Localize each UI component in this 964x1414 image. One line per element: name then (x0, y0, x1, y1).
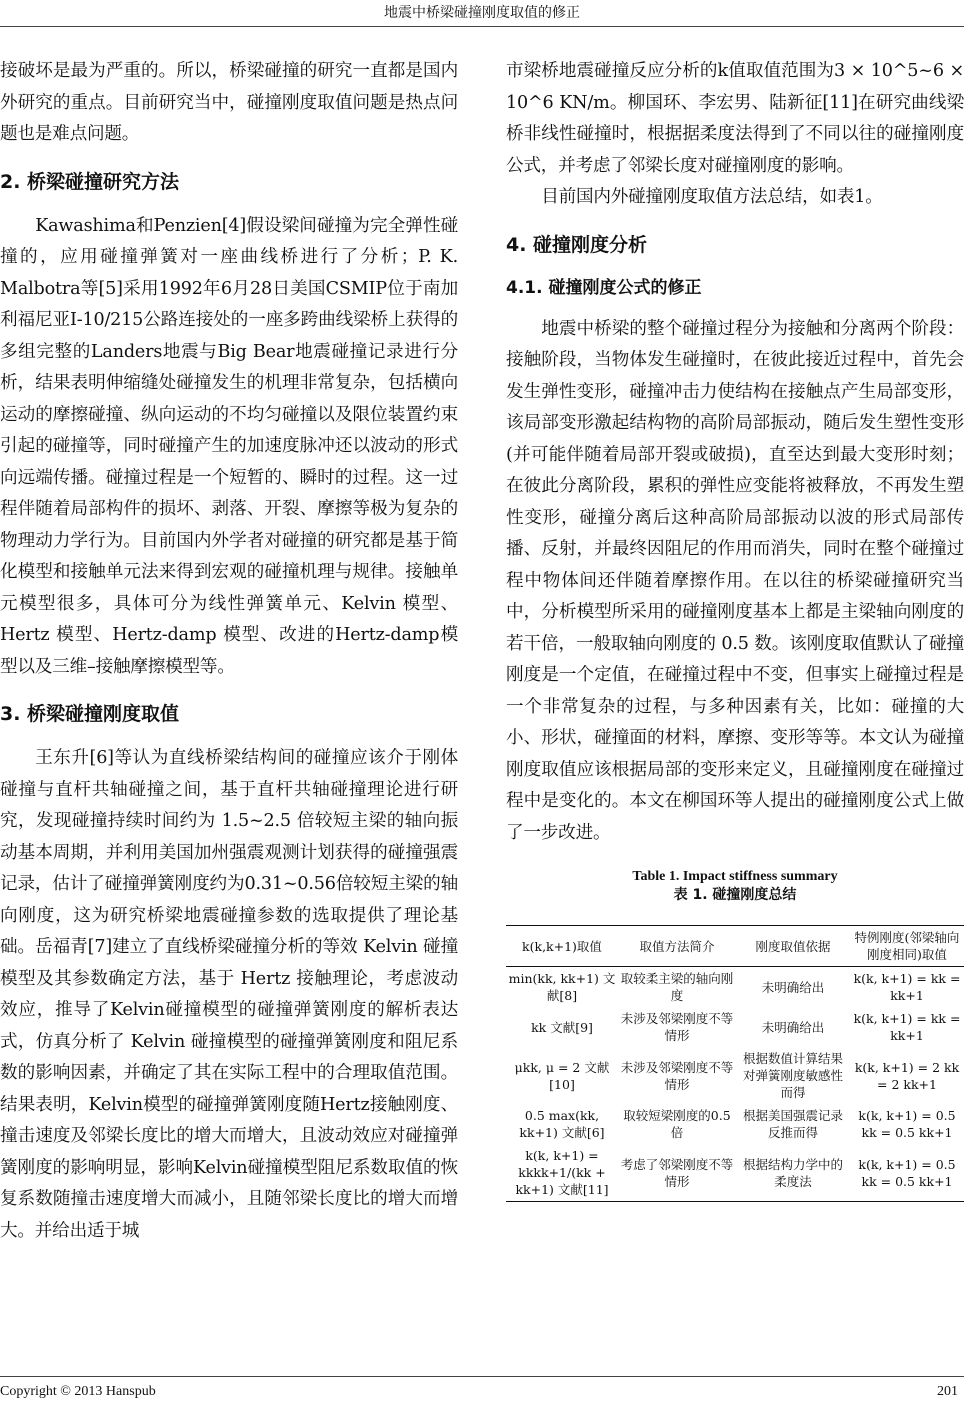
section-3-paragraph: 王东升[6]等认为直线桥梁结构间的碰撞应该介于刚体碰撞与直杆共轴碰撞之间，基于直杆共轴碰撞理论进行研究，发现碰撞持续时间约为 1.5~2.5 倍较短主梁的轴向振动基本周期，并利用美国加州强震观测计划获得的碰撞强震记录，估计了碰撞弹簧刚度约为0.31~0.56倍较短主梁的轴向刚度，这为研究桥梁地震碰撞参数的选取提供了理论基础。岳福青[7]建立了直线桥梁碰撞分析的等效 Kelvin 碰撞模型及其参数确定方法，基于 Hertz 接触理论，考虑波动效应，推导了Kelvin碰撞模型的碰撞弹簧刚度的解析表达式，仿真分析了 Kelvin 碰撞模型的碰撞弹簧刚度和阻尼系数的影响因素，并确定了其在实际工程中的合理取值范围。结果表明，Kelvin模型的碰撞弹簧刚度随Hertz接触刚度、撞击速度及邻梁长度比的增大而增大，且波动效应对碰撞弹簧刚度的影响明显，影响Kelvin碰撞模型阻尼系数取值的恢复系数随撞击速度增大而减小，且随邻梁长度比的增大而增大。并给出适于城 (0, 748, 458, 1241)
table-cell: k(k, k+1) = kkkk+1/(kk + kk+1) 文献[11] (515, 1148, 609, 1197)
table-caption-en: Table 1. Impact stiffness summary (632, 869, 838, 884)
table-cell: 未明确给出 (761, 1019, 825, 1035)
impact-stiffness-table (506, 925, 964, 1202)
header-rule (0, 26, 964, 27)
section-3-title: 3. 桥梁碰撞刚度取值 (0, 703, 180, 725)
table-cell: min(kk, kk+1) 文献[8] (508, 971, 616, 1003)
table-cell: k(k, k+1) = 0.5 kk = 0.5 kk+1 (858, 1108, 956, 1140)
table-cell: 0.5 max(kk, kk+1) 文献[6] (519, 1108, 605, 1140)
table-cell: 考虑了邻梁刚度不等情形 (620, 1156, 734, 1189)
table-cell: μkk, μ = 2 文献[10] (514, 1059, 610, 1092)
table-row (506, 1047, 964, 1104)
page-number: 201 (937, 1384, 958, 1399)
table-cell: 根据结构力学中的柔度法 (742, 1156, 843, 1189)
section-2-title: 2. 桥梁碰撞研究方法 (0, 170, 180, 193)
table-cell: 取较柔主梁的轴向刚度 (620, 971, 734, 1003)
right-column (506, 56, 964, 1202)
running-title: 地震中桥梁碰撞刚度取值的修正 (384, 5, 580, 21)
table-cell: 取较短梁刚度的0.5倍 (623, 1108, 731, 1140)
table-row (506, 1104, 964, 1144)
table-cell: k(k, k+1) = kk = kk+1 (853, 1011, 961, 1043)
copyright-notice: Copyright © 2013 Hanspub (0, 1384, 156, 1399)
section-2-paragraph: Kawashima和Penzien[4]假设梁间碰撞为完全弹性碰撞的，应用碰撞弹簧对一座曲线桥进行了分析；P. K. Malbotra等[5]采用1992年6月28日美国CSMIP位于南加利福尼亚I-10/215公路连接处的一座多跨曲线梁桥上获得的多组完整的Landers地震与Big Bear地震碰撞记录进行分析，结果表明伸缩缝处碰撞发生的机理非常复杂，包括横向运动的摩擦碰撞、纵向运动的不均匀碰撞以及限位装置约束引起的碰撞等，同时碰撞产生的加速度脉冲还以波动的形式向远端传播。碰撞过程是一个短暂的、瞬时的过程。这一过程伴随着局部构件的损坏、剥落、开裂、摩擦等极为复杂的物理动力学行为。目前国内外学者对碰撞的研究都是基于简化模型和接触单元法来得到宏观的碰撞机理与规律。接触单元模型很多，具体可分为线性弹簧单元、Kelvin 模型、Hertz 模型、Hertz-damp 模型、改进的Hertz-damp模型以及三维–接触摩擦模型等。 (0, 215, 458, 677)
table-row (506, 1144, 964, 1202)
intro-paragraph: 接破坏是最为严重的。所以，桥梁碰撞的研究一直都是国内外研究的重点。目前研究当中，碰撞刚度取值问题是热点问题也是难点问题。 (0, 61, 458, 144)
table-header-cell: 取值方法简介 (639, 938, 715, 954)
table-cell: k(k, k+1) = kk = kk+1 (853, 971, 961, 1003)
section-4-1-paragraph: 地震中桥梁的整个碰撞过程分为接触和分离两个阶段：接触阶段，当物体发生碰撞时，在彼此接近过程中，首先会发生弹性变形，碰撞冲击力使结构在接触点产生局部变形，该局部变形激起结构物的高阶局部振动，随后发生塑性变形(并可能伴随着局部开裂或破损)，直至达到最大变形时刻；在彼此分离阶段，累积的弹性应变能将被释放，不再发生塑性变形，碰撞分离后这种高阶局部振动以波的形式局部传播、反射，并最终因阻尼的作用而消失，同时在整个碰撞过程中物体间还伴随着摩擦作用。在以往的桥梁碰撞研究当中，分析模型所采用的碰撞刚度基本上都是主梁轴向刚度的若干倍，一般取轴向刚度的 0.5 数。该刚度取值默认了碰撞刚度是一个定值，在碰撞过程中不变，但事实上碰撞过程是一个非常复杂的过程，与多种因素有关，比如：碰撞的大小、形状，碰撞面的材料，摩擦、变形等等。本文认为碰撞刚度取值应该根据局部的变形来定义，且碰撞刚度在碰撞过程中是变化的。本文在柳国环等人提出的碰撞刚度公式上做了一步改进。 (506, 318, 964, 843)
table-header-cell: k(k,k+1)取值 (522, 938, 602, 954)
table-cell: 根据数值计算结果对弹簧刚度敏感性而得 (742, 1051, 843, 1100)
table-row (506, 1007, 964, 1047)
table-cell: 根据美国强震记录反推而得 (742, 1108, 843, 1140)
table-cell: kk 文献[9] (531, 1019, 593, 1035)
table-caption (506, 867, 964, 905)
table-cell: 未涉及邻梁刚度不等情形 (620, 1059, 734, 1092)
section-4-1-title: 4.1. 碰撞刚度公式的修正 (506, 277, 702, 298)
table-header-cell: 特例刚度(邻梁轴向刚度相同)取值 (854, 930, 960, 962)
table-cell: 未涉及邻梁刚度不等情形 (620, 1011, 734, 1043)
table-header-cell: 刚度取值依据 (755, 938, 831, 954)
table-caption-cn: 表 1. 碰撞刚度总结 (673, 887, 797, 903)
continued-paragraph: 市梁桥地震碰撞反应分析的k值取值范围为3 × 10^5~6 × 10^6 KN/m。柳国环、李宏男、陆新征[11]在研究曲线梁桥非线性碰撞时，根据据柔度法得到了不同以往的碰撞刚度公式，并考虑了邻梁长度对碰撞刚度的影响。 (506, 61, 964, 176)
table-row (506, 967, 964, 1008)
footer-rule (0, 1376, 964, 1377)
table-cell: k(k, k+1) = 2 kk = 2 kk+1 (854, 1059, 960, 1092)
left-column (0, 56, 458, 1247)
table-cell: k(k, k+1) = 0.5 kk = 0.5 kk+1 (858, 1156, 956, 1189)
section-4-title: 4. 碰撞刚度分析 (506, 233, 648, 256)
table-header-row (506, 926, 964, 967)
summary-paragraph: 目前国内外碰撞刚度取值方法总结，如表1。 (541, 187, 883, 207)
table-cell: 未明确给出 (761, 979, 825, 995)
